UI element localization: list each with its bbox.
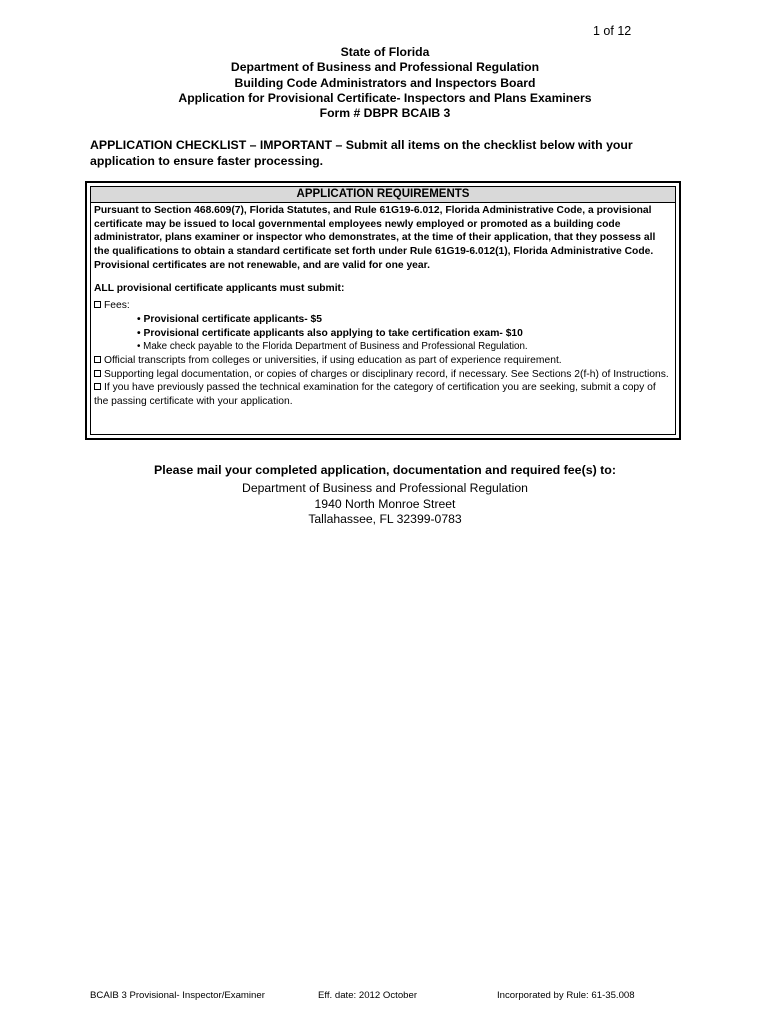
address-line: Department of Business and Professional Regulation <box>242 481 528 495</box>
requirements-inner-box <box>90 186 676 435</box>
fee-bullet: • Provisional certificate applicants also applying to take certification exam- $10 <box>137 327 523 339</box>
requirements-all-must-submit: ALL provisional certificate applicants must submit: <box>94 282 345 294</box>
header-department: Department of Business and Professional Regulation <box>230 60 540 75</box>
checkbox-icon[interactable] <box>94 370 101 377</box>
mailing-address <box>0 481 770 528</box>
checklist-item-text: If you have previously passed the technical examination for the category of certification you are seeking, submit a copy of the passing certificate with your application. <box>94 382 656 408</box>
page-number: 1 of 12 <box>593 24 632 38</box>
fee-bullet-text: Provisional certificate applicants also applying to take certification exam- $10 <box>143 327 523 339</box>
checklist-item-legal-docs <box>94 368 672 382</box>
fee-bullet-text: Provisional certificate applicants- $5 <box>143 313 323 325</box>
requirements-title: APPLICATION REQUIREMENTS <box>91 187 675 203</box>
checkbox-icon[interactable] <box>94 356 101 363</box>
checklist-item-text: Supporting legal documentation, or copies of charges or disciplinary record, if necessary. See Sections 2(f-h) of Instructions. <box>104 368 669 380</box>
checklist-item-text: Official transcripts from colleges or universities, if using education as part of experience requirement. <box>104 355 562 367</box>
footer-incorporated: Incorporated by Rule: 61-35.008 <box>497 990 635 1001</box>
fee-bullet-text: Make check payable to the Florida Department of Business and Professional Regulation. <box>143 341 528 353</box>
checkbox-icon[interactable] <box>94 383 101 390</box>
header-form-number: Form # DBPR BCAIB 3 <box>319 106 451 121</box>
requirements-intro: Pursuant to Section 468.609(7), Florida Statutes, and Rule 61G19-6.012, Florida Administrative Code, a provisional certificate may be issued to local governmental employees newly employed or promoted as a building code administrator, plans examiner or inspector who demonstrates, at the time of their application, that they possess all the qualifications to obtain a standard certificate set forth under Rule 61G19-6.012(1), Florida Administrative Code. Provisional certificates are not renewable, and are valid for one year. <box>94 205 656 271</box>
checklist-item-transcripts <box>94 354 672 368</box>
address-line: Tallahassee, FL 32399-0783 <box>308 512 462 527</box>
mail-heading: Please mail your completed application, documentation and required fee(s) to: <box>154 463 616 477</box>
fee-bullet: • Make check payable to the Florida Department of Business and Professional Regulation. <box>137 341 528 353</box>
requirements-body <box>91 203 675 409</box>
checklist-notice: APPLICATION CHECKLIST – IMPORTANT – Submit all items on the checklist below with your application to ensure faster processing. <box>90 138 633 168</box>
fee-bullet: • Provisional certificate applicants- $5 <box>137 313 323 325</box>
form-header <box>0 45 770 121</box>
requirements-box <box>85 181 681 440</box>
checkbox-icon[interactable] <box>94 301 101 308</box>
header-board: Building Code Administrators and Inspectors Board <box>234 75 536 90</box>
address-line: 1940 North Monroe Street <box>314 496 456 511</box>
header-state: State of Florida <box>340 45 430 59</box>
header-application-title: Application for Provisional Certificate- Inspectors and Plans Examiners <box>178 90 592 105</box>
footer-form-name: BCAIB 3 Provisional- Inspector/Examiner <box>90 990 265 1001</box>
checklist-item-fees <box>94 299 672 313</box>
checklist-item-exam-certificate <box>94 381 672 408</box>
fees-label: Fees: <box>104 300 130 312</box>
footer-eff-date: Eff. date: 2012 October <box>318 990 418 1001</box>
